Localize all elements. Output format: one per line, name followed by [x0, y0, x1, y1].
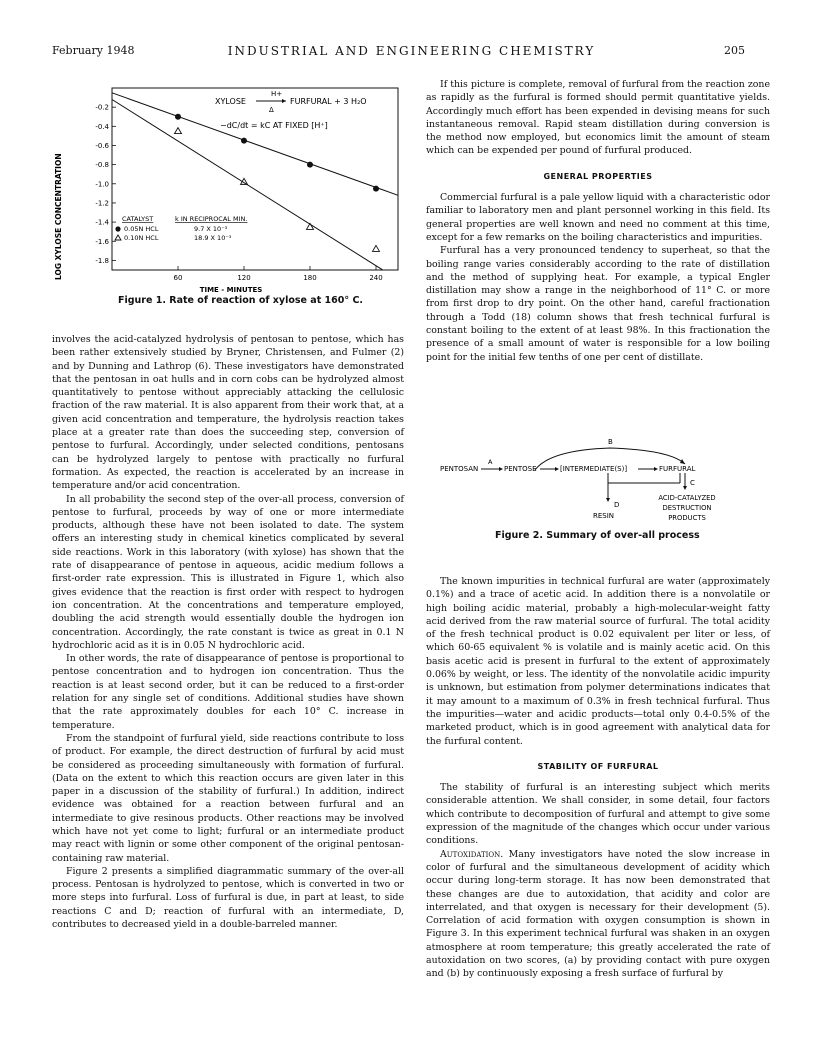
label-c: C — [690, 479, 695, 487]
header-journal-title: INDUSTRIAL AND ENGINEERING CHEMISTRY — [227, 44, 596, 58]
autoxidation-text: Many investigators have noted the slow increase in color of furfural and the simultaneous development of acidity which occur during long-term storage. It has now been demonstrated that these changes are due to autoxidation, that acidity and color are interrelated, and that oxygen is necessary for their development (5). Correlation of acid formation with oxygen consumption is shown in Figure 3. In this experiment technical furfural was shaken in an oxygen atmosphere at room temperature; this greatly accelerated the rate of autoxidation on two scores, (a) by providing contact with pure oxygen and (b) by continuously exposing a fresh surface of furfural by — [426, 848, 770, 980]
label-pentose: PENTOSE — [504, 465, 537, 473]
data-point-circle — [307, 162, 313, 168]
paragraph: involves the acid-catalyzed hydrolysis of pentosan to pentose, which has been rather extensively studied by Bryner, Christensen, and Fulmer (2) and by Dunning and Lathrop (6). These investigators have demonstrated that the pentosan in oat hulls and in corn cobs can be hydrolyzed almost quantitatively to pentose without appreciably attacking the cellulosic fraction of the raw material. It is also apparent from their work that, at a given acid concentration and temperature, the hydrolysis reaction takes place at a greater rate than does the succeeding step, conversion of pentose to furfural. Accordingly, under selected conditions, pentosans can be hydrolyzed largely to pentose with practically no furfural formation. As expected, the reaction is accelerated by an increase in temperature and/or acid concentration. — [52, 334, 404, 492]
arrow-a-head — [499, 467, 503, 471]
equation-arrow-top: H+ — [271, 90, 283, 98]
x-tick-label: 180 — [303, 274, 317, 282]
label-resin: RESIN — [593, 512, 615, 520]
label-products-3: PRODUCTS — [668, 514, 706, 522]
plot-frame — [112, 88, 398, 270]
paragraph: In all probability the second step of the over-all process, conversion of pentose to furfural, proceeds by way of one or more intermediate products, although these have not been isolated to date. The system offers an interesting study in chemical kinetics complicated by several side reactions. Work in this laboratory (with xylose) has shown that the rate of disappearance of pentose in aqueous, acidic medium follows a first-order rate expression. This is illustrated in Figure 1, which also gives evidence that the reaction is first order with respect to hydrogen ion concentration. At the concentrations and temperature employed, doubling the acid strength would essentially double the hydrogen ion concentration. Accordingly, the rate constant is twice as great in 0.1 N hydrochloric acid as it is in 0.05 N hydrochloric acid. — [52, 493, 404, 651]
chart-lines — [112, 93, 398, 270]
x-axis-label: TIME - MINUTES — [199, 286, 263, 294]
paragraph: If this picture is complete, removal of furfural from the reaction zone as rapidly as the furfural is formed should permit quantitative yields. Accordingly much effort has been expended in devising means for such instantaneous removal. Rapid steam distillation during conversion is the method now employed, but economics limit the amount of steam which can be expended per pound of furfural produced. — [426, 79, 770, 157]
data-point-circle — [373, 186, 379, 192]
y-tick-label: -0.2 — [95, 103, 109, 112]
header-date: February 1948 — [52, 44, 135, 57]
label-products-2: DESTRUCTION — [662, 504, 712, 512]
legend-triangle-marker — [115, 235, 121, 240]
y-tick-label: -0.6 — [95, 141, 109, 150]
data-point-circle — [241, 138, 247, 144]
label-pentosan: PENTOSAN — [440, 465, 479, 473]
chart-axes — [112, 88, 398, 270]
x-tick-label: 60 — [173, 274, 183, 282]
figure-1-chart — [40, 70, 420, 300]
label-furfural: FURFURAL — [659, 465, 696, 473]
paragraph: Commercial furfural is a pale yellow liquid with a characteristic odor familiar to laboratory men and plant personnel working in this field. Its general properties are well known and need no comment at this time, except for a few remarks on the boiling characteristics and impurities. — [426, 192, 770, 243]
chart-legend — [115, 215, 247, 242]
chart-ticks — [95, 104, 382, 282]
label-b: B — [608, 438, 613, 446]
y-tick-label: -0.4 — [95, 122, 109, 131]
figure-2-diagram — [440, 438, 740, 528]
figure-1-caption: Figure 1. Rate of reaction of xylose at 160° C. — [118, 295, 364, 306]
legend-catalyst-1: 0.05N HCL — [124, 225, 159, 233]
series-line-1 — [112, 93, 398, 195]
y-axis-label: LOG XYLOSE CONCENTRATION — [54, 153, 63, 280]
paragraph: In other words, the rate of disappearance of pentose is proportional to pentose concentration and to hydrogen ion concentration. Thus the reaction is at least second order, but it can be reduced to a first-order relation for any single set of conditions. Additional studies have shown that the rate approximately doubles for each 10° C. increase in temperature. — [52, 653, 404, 731]
data-point-circle — [175, 114, 181, 120]
y-tick-label: -1.4 — [95, 218, 109, 227]
left-column-text — [52, 333, 404, 931]
label-intermediates: [INTERMEDIATE(S)] — [560, 465, 628, 473]
autoxidation-lead: Autoxidation. — [440, 848, 504, 860]
header-page-number: 205 — [724, 44, 745, 57]
branch-b-arrowhead — [680, 459, 685, 464]
branch-c-arrowhead — [683, 486, 687, 490]
equation-arrowhead — [282, 99, 286, 103]
legend-header-k: k IN RECIPROCAL MIN. — [175, 215, 248, 223]
paragraph — [426, 848, 770, 981]
equation-arrow-bottom: Δ — [269, 106, 274, 114]
x-tick-label: 120 — [237, 274, 251, 282]
paragraph: Furfural has a very pronounced tendency to superheat, so that the boiling range varies considerably according to the rate of distillation and the method of supplying heat. For example, a typical Engler distillation may show a range in the neighborhood of 11° C. or more from first drop to dry point. On the other hand, careful fractionation through a Todd (18) column shows that fresh technical furfural is constant boiling to the extent of at least 98%. In this fractionation the presence of a small amount of water is responsible for a low boiling point for the initial few tenths of one per cent of distillate. — [426, 245, 770, 363]
arrow-intermediates-furfural-head — [654, 467, 658, 471]
right-column-top-text — [426, 78, 770, 364]
paragraph: The stability of furfural is an interesting subject which merits considerable attention. We shall consider, in some detail, four factors which contribute to decomposition of furfural and attempt to give some expression of the magnitude of the changes which occur under various conditions. — [426, 782, 770, 847]
legend-circle-marker — [115, 226, 120, 231]
legend-header-catalyst: CATALYST — [122, 215, 154, 223]
x-tick-label: 240 — [369, 274, 383, 282]
figure-2-caption: Figure 2. Summary of over-all process — [495, 530, 700, 541]
y-tick-label: -1.8 — [95, 256, 109, 265]
y-tick-label: -0.8 — [95, 161, 109, 170]
right-column-lower-text — [426, 575, 770, 981]
y-tick-label: -1.0 — [95, 180, 109, 189]
section-heading-general-properties: GENERAL PROPERTIES — [543, 171, 653, 181]
legend-k-1: 9.7 X 10⁻³ — [194, 225, 228, 233]
y-tick-label: -1.2 — [95, 199, 109, 208]
y-tick-label: -1.6 — [95, 237, 109, 246]
data-point-triangle — [175, 128, 182, 134]
equation-furfural: FURFURAL + 3 H₂O — [290, 97, 367, 106]
label-a: A — [488, 458, 493, 466]
paragraph: Figure 2 presents a simplified diagrammatic summary of the over-all process. Pentosan is hydrolyzed to pentose, which is converted in two or more steps into furfural. Loss of furfural is due, in part at least, to side reactions C and D; reaction of furfural with an intermediate, D, contributes to decreased yield in a double-barreled manner. — [52, 865, 404, 931]
arrow-pentose-intermediates-head — [555, 467, 559, 471]
equation-xylose: XYLOSE — [215, 97, 246, 106]
label-d: D — [614, 501, 620, 509]
branch-d-arrowhead — [606, 498, 610, 502]
label-products-1: ACID-CATALYZED — [658, 494, 716, 502]
data-point-triangle — [373, 245, 380, 251]
legend-k-2: 18.9 X 10⁻³ — [194, 234, 232, 242]
paragraph: The known impurities in technical furfural are water (approximately 0.1%) and a trace of acetic acid. In addition there is a nonvolatile or high boiling acidic material, probably a high-molecular-weight fatty acid derived from the raw material source of furfural. The total acidity of the fresh technical product is 0.02 equivalent per liter or less, of which 60-65 equivalent % is volatile and is mainly acetic acid. On this basis acetic acid is present in furfural to the extent of approximately 0.06% by weight, or less. The identity of the nonvolatile acidic impurity is unknown, but estimation from polymer determinations indicates that it may amount to a maximum of 0.3% in fresh technical furfural. Thus the impurities—water and acidic products—total only 0.4-0.5% of the marketed product, which is in good agreement with analytical data for the furfural content. — [426, 576, 770, 747]
legend-catalyst-2: 0.10N HCL — [124, 234, 159, 242]
paragraph: From the standpoint of furfural yield, side reactions contribute to loss of product. For example, the direct destruction of furfural by acid must be considered as proceeding simultaneously with formation of furfural. (Data on the extent to which this reaction occurs are given later in this paper in a discussion of the stability of furfural.) In addition, indirect evidence was obtained for a reaction between furfural and an intermediate to give resinous products. Other reactions may be involved which have not yet come to light; furfural or an intermediate product may react with lignin or some other component of the original pentosan-containing raw material. — [52, 732, 404, 864]
equation-rate-law: −dC/dt = kC AT FIXED [H⁺] — [220, 121, 328, 130]
section-heading-stability: STABILITY OF FURFURAL — [537, 761, 659, 771]
